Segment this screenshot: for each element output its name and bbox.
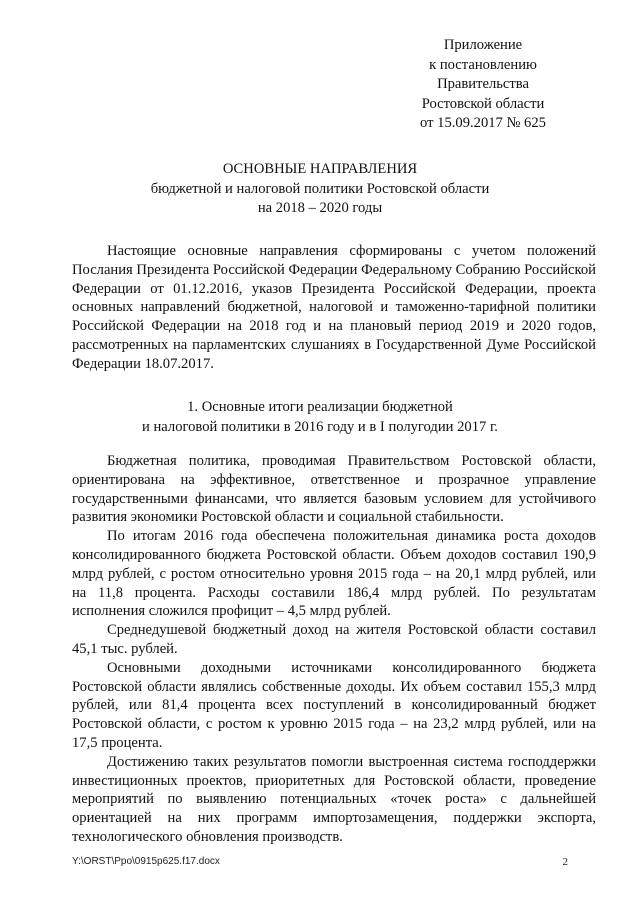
paragraph: Основными доходными источниками консолидированного бюджета Ростовской области являлись собственные доходы. Их объем составил 155,3 млрд рублей, или 81,4 процента всех поступлений в консолидированный бюджет Ростовской области, с ростом к уровню 2015 года – на 23,2 млрд рублей, или на 17,5 процента. [72, 659, 596, 751]
page-number: 2 [562, 856, 568, 868]
section-heading-line: 1. Основные итоги реализации бюджетной [187, 399, 453, 415]
appendix-line: Правительства [437, 76, 529, 92]
main-section [72, 452, 596, 847]
paragraph: Достижению таких результатов помогли выстроенная система господдержки инвестиционных проектов, приоритетных для Ростовской области, проведение мероприятий по выявлению потенциальных «точек роста» с дальнейшей ориентацией на них программ импортозамещения, поддержки экспорта, технологического обновления производств. [72, 753, 596, 845]
section-heading-line: и налоговой политики в 2016 году и в I полугодии 2017 г. [142, 418, 498, 435]
paragraph: По итогам 2016 года обеспечена положительная динамика роста доходов консолидированного бюджета Ростовской области. Объем доходов составил 190,9 млрд рублей, с ростом относительно уровня 2015 года – на 20,1 млрд рублей, или на 11,8 процента. Расходы составили 186,4 млрд рублей. По результатам исполнения сложился профицит – 4,5 млрд рублей. [72, 528, 596, 620]
paragraph: Настоящие основные направления сформированы с учетом положений Послания Президента Российской Федерации Федеральному Собранию Российской Федерации от 01.12.2016, указов Президента Российской Федерации, проекта основных направлений бюджетной, налоговой и таможенно-тарифной политики Российской Федерации на 2018 год и на плановый период 2019 и 2020 годов, рассмотренных на парламентских слушаниях в Государственной Думе Российской Федерации 18.07.2017. [72, 243, 596, 372]
section-heading [0, 398, 640, 437]
title-line: на 2018 – 2020 годы [257, 200, 383, 216]
title-line: бюджетной и налоговой политики Ростовской области [150, 180, 490, 197]
appendix-header [400, 36, 600, 134]
appendix-line: Приложение [443, 37, 523, 53]
appendix-line: к постановлению [429, 56, 537, 73]
paragraph: Среднедушевой бюджетный доход на жителя Ростовской области составил 45,1 тыс. рублей. [72, 622, 596, 657]
intro-section [72, 242, 596, 374]
appendix-line: от 15.09.2017 № 625 [420, 115, 546, 131]
footer-file-path: Y:\ORST\Ppo\0915p625.f17.docx [72, 856, 220, 867]
document-title [0, 160, 640, 219]
title-line: ОСНОВНЫЕ НАПРАВЛЕНИЯ [222, 161, 418, 177]
appendix-line: Ростовской области [421, 95, 545, 112]
paragraph: Бюджетная политика, проводимая Правительством Ростовской области, ориентирована на эффективное, ответственное и прозрачное управление государственными финансами, что является базовым условием для устойчивого развития экономики Ростовской области и социальной стабильности. [72, 453, 596, 526]
